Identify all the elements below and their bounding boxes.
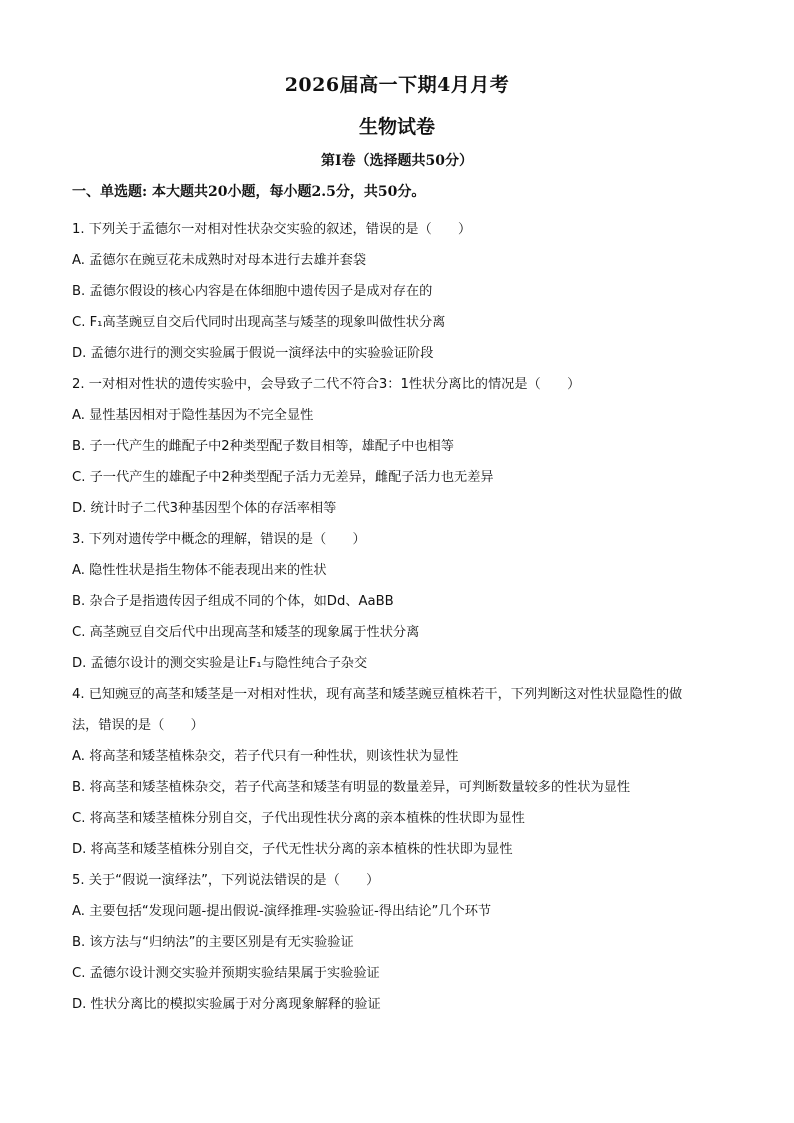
question-stem: 2. 一对相对性状的遗传实验中，会导致子二代不符合3：1性状分离比的情况是（ ） <box>72 377 581 392</box>
question-stem: 1. 下列关于孟德尔一对相对性状杂交实验的叙述，错误的是（ ） <box>72 222 472 237</box>
question-option: C. 孟德尔设计测交实验并预期实验结果属于实验验证 <box>72 966 380 981</box>
question-option: D. 孟德尔设计的测交实验是让F₁与隐性纯合子杂交 <box>72 656 368 671</box>
question-option: D. 性状分离比的模拟实验属于对分离现象解释的验证 <box>72 997 381 1012</box>
question-option: B. 杂合子是指遗传因子组成不同的个体，如Dd、AaBB <box>72 594 394 609</box>
section-title: 一、单选题: 本大题共20小题，每小题2.5分，共50分。 <box>72 184 426 200</box>
question-option: B. 子一代产生的雌配子中2种类型配子数目相等，雄配子中也相等 <box>72 439 454 454</box>
question-option: D. 将高茎和矮茎植株分别自交，子代无性状分离的亲本植株的性状即为显性 <box>72 842 513 857</box>
question-option: A. 孟德尔在豌豆花未成熟时对母本进行去雄并套袋 <box>72 253 367 268</box>
question-option: C. 高茎豌豆自交后代中出现高茎和矮茎的现象属于性状分离 <box>72 625 420 640</box>
question-option: A. 隐性性状是指生物体不能表现出来的性状 <box>72 563 327 578</box>
question-option: D. 孟德尔进行的测交实验属于假说一演绎法中的实验验证阶段 <box>72 346 434 361</box>
question-stem: 5. 关于“假说一演绎法”，下列说法错误的是（ ） <box>72 873 380 888</box>
subject-title: 生物试卷 <box>358 116 435 138</box>
question-option: B. 该方法与“归纳法”的主要区别是有无实验验证 <box>72 935 354 950</box>
question-list <box>72 214 732 1020</box>
part-title: 第Ⅰ卷（选择题共50分） <box>320 153 474 169</box>
question-option: C. 子一代产生的雄配子中2种类型配子活力无差异，雌配子活力也无差异 <box>72 470 494 485</box>
exam-title: 2026届高一下期4月月考 <box>284 74 510 96</box>
question-stem: 4. 已知豌豆的高茎和矮茎是一对相对性状，现有高茎和矮茎豌豆植株若干，下列判断这对性状显隐性的做 <box>72 687 683 702</box>
question-option: B. 将高茎和矮茎植株杂交，若子代高茎和矮茎有明显的数量差异，可判断数量较多的性状为显性 <box>72 780 631 795</box>
question-option: C. F₁高茎豌豆自交后代同时出现高茎与矮茎的现象叫做性状分离 <box>72 315 446 330</box>
question-option: B. 孟德尔假设的核心内容是在体细胞中遗传因子是成对存在的 <box>72 284 433 299</box>
question-option: D. 统计时子二代3种基因型个体的存活率相等 <box>72 501 337 516</box>
question-stem: 3. 下列对遗传学中概念的理解，错误的是（ ） <box>72 532 366 547</box>
question-stem-continued: 法，错误的是（ ） <box>72 718 204 733</box>
question-option: C. 将高茎和矮茎植株分别自交，子代出现性状分离的亲本植株的性状即为显性 <box>72 811 525 826</box>
question-option: A. 显性基因相对于隐性基因为不完全显性 <box>72 408 314 423</box>
question-option: A. 主要包括“发现问题-提出假说-演绎推理-实验验证-得出结论”几个环节 <box>72 904 492 919</box>
question-option: A. 将高茎和矮茎植株杂交，若子代只有一种性状，则该性状为显性 <box>72 749 459 764</box>
